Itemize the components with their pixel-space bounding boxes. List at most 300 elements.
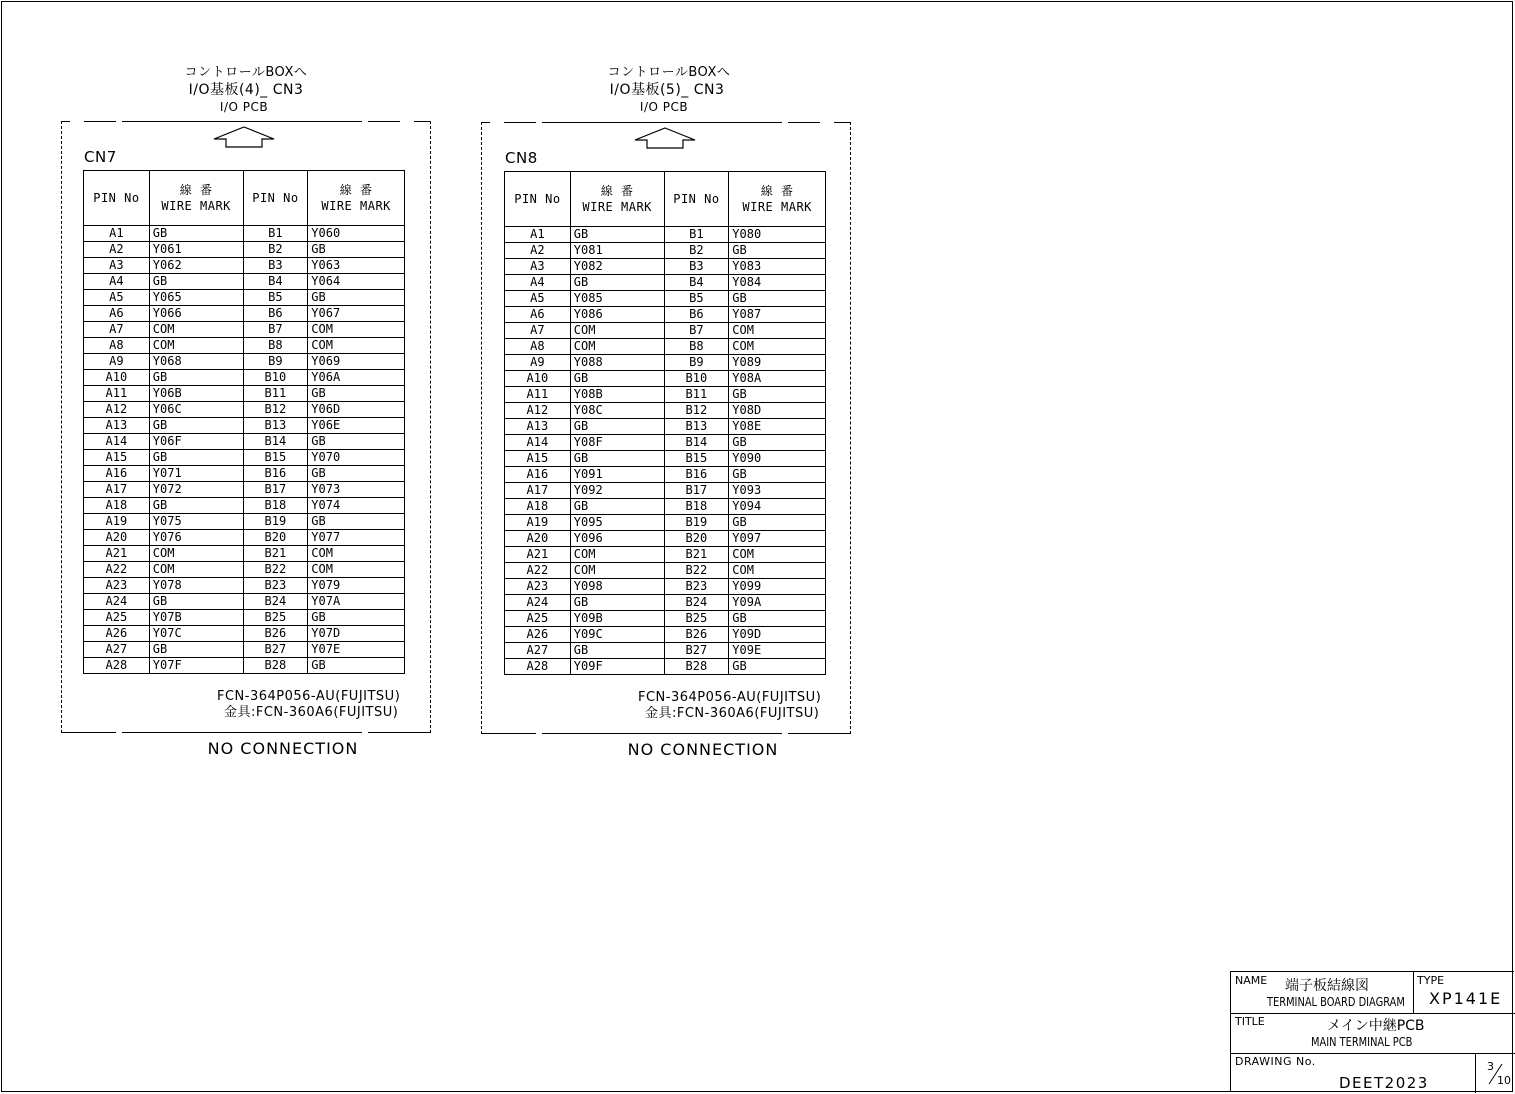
pin-a-cell: A8 bbox=[84, 338, 150, 354]
column-header-pin-a: PIN No bbox=[505, 172, 571, 227]
title-en: MAIN TERMINAL PCB bbox=[1311, 1035, 1413, 1049]
wire-mark-a-cell: Y098 bbox=[570, 579, 664, 595]
column-header-mark-jp: 線 番 bbox=[760, 184, 794, 198]
pin-a-cell: A26 bbox=[84, 626, 150, 642]
pin-a-cell: A18 bbox=[505, 499, 571, 515]
bracket-part-number: 金具:FCN-360A6(FUJITSU) bbox=[224, 705, 399, 720]
wire-mark-b-cell: Y060 bbox=[308, 226, 405, 242]
wire-mark-a-cell: COM bbox=[149, 546, 243, 562]
wire-mark-a-cell: Y08F bbox=[570, 435, 664, 451]
wire-mark-b-cell: Y079 bbox=[308, 578, 405, 594]
pin-a-cell: A2 bbox=[505, 243, 571, 259]
wire-mark-a-cell: COM bbox=[149, 338, 243, 354]
pin-a-cell: A14 bbox=[84, 434, 150, 450]
pin-a-cell: A26 bbox=[505, 627, 571, 643]
table-row bbox=[505, 307, 826, 323]
pin-b-cell: B8 bbox=[243, 338, 308, 354]
connector-header-line2: I/O基板(5)_ CN3 bbox=[609, 82, 725, 98]
wire-mark-a-cell: Y09B bbox=[570, 611, 664, 627]
pin-b-cell: B24 bbox=[664, 595, 729, 611]
wire-mark-b-cell: Y073 bbox=[308, 482, 405, 498]
pin-b-cell: B27 bbox=[664, 643, 729, 659]
pin-b-cell: B3 bbox=[243, 258, 308, 274]
wire-mark-b-cell: COM bbox=[308, 546, 405, 562]
connector-header-line1: コントロールBOXへ bbox=[607, 65, 731, 80]
pin-b-cell: B25 bbox=[664, 611, 729, 627]
wire-mark-a-cell: Y06B bbox=[149, 386, 243, 402]
wire-mark-a-cell: GB bbox=[149, 274, 243, 290]
wire-mark-b-cell: Y07E bbox=[308, 642, 405, 658]
pin-a-cell: A13 bbox=[505, 419, 571, 435]
table-row bbox=[84, 482, 405, 498]
wire-mark-a-cell: COM bbox=[149, 562, 243, 578]
pin-a-cell: A3 bbox=[505, 259, 571, 275]
pin-a-cell: A6 bbox=[505, 307, 571, 323]
wire-mark-a-cell: GB bbox=[149, 642, 243, 658]
table-row bbox=[84, 242, 405, 258]
table-row bbox=[84, 338, 405, 354]
pin-b-cell: B4 bbox=[664, 275, 729, 291]
wire-mark-b-cell: Y084 bbox=[729, 275, 826, 291]
wire-mark-b-cell: Y07A bbox=[308, 594, 405, 610]
wire-mark-a-cell: Y076 bbox=[149, 530, 243, 546]
wire-mark-a-cell: Y092 bbox=[570, 483, 664, 499]
table-row bbox=[505, 227, 826, 243]
wire-mark-a-cell: COM bbox=[149, 322, 243, 338]
wire-mark-a-cell: Y06C bbox=[149, 402, 243, 418]
wire-mark-b-cell: Y099 bbox=[729, 579, 826, 595]
table-row bbox=[505, 243, 826, 259]
sheet-total: 10 bbox=[1497, 1074, 1511, 1087]
bracket-part-number: 金具:FCN-360A6(FUJITSU) bbox=[645, 706, 820, 721]
table-row bbox=[84, 418, 405, 434]
pin-a-cell: A7 bbox=[84, 322, 150, 338]
column-header-mark-b bbox=[308, 171, 405, 226]
drawing-number-label: DRAWING No. bbox=[1235, 1055, 1316, 1068]
pin-b-cell: B12 bbox=[243, 402, 308, 418]
pin-a-cell: A9 bbox=[84, 354, 150, 370]
wire-mark-b-cell: Y089 bbox=[729, 355, 826, 371]
table-row bbox=[84, 546, 405, 562]
pin-b-cell: B18 bbox=[664, 499, 729, 515]
table-row bbox=[505, 371, 826, 387]
pin-a-cell: A13 bbox=[84, 418, 150, 434]
pin-b-cell: B25 bbox=[243, 610, 308, 626]
wire-mark-a-cell: GB bbox=[570, 643, 664, 659]
pin-b-cell: B13 bbox=[243, 418, 308, 434]
wire-mark-a-cell: Y085 bbox=[570, 291, 664, 307]
pin-a-cell: A9 bbox=[505, 355, 571, 371]
pin-b-cell: B21 bbox=[243, 546, 308, 562]
wire-mark-b-cell: GB bbox=[729, 387, 826, 403]
pin-b-cell: B13 bbox=[664, 419, 729, 435]
table-row bbox=[84, 658, 405, 674]
pin-b-cell: B11 bbox=[243, 386, 308, 402]
pin-a-cell: A14 bbox=[505, 435, 571, 451]
wire-mark-a-cell: GB bbox=[149, 594, 243, 610]
table-row bbox=[84, 642, 405, 658]
up-arrow-icon bbox=[633, 127, 697, 149]
table-row bbox=[84, 530, 405, 546]
pin-a-cell: A20 bbox=[84, 530, 150, 546]
wire-mark-a-cell: Y062 bbox=[149, 258, 243, 274]
wire-mark-b-cell: Y09E bbox=[729, 643, 826, 659]
table-row bbox=[505, 323, 826, 339]
wire-mark-b-cell: GB bbox=[729, 611, 826, 627]
table-row bbox=[84, 562, 405, 578]
pin-a-cell: A5 bbox=[505, 291, 571, 307]
pin-b-cell: B21 bbox=[664, 547, 729, 563]
table-row bbox=[505, 643, 826, 659]
wire-mark-a-cell: GB bbox=[149, 370, 243, 386]
wire-mark-b-cell: Y063 bbox=[308, 258, 405, 274]
wire-mark-a-cell: Y07F bbox=[149, 658, 243, 674]
table-row bbox=[84, 290, 405, 306]
wire-mark-a-cell: Y088 bbox=[570, 355, 664, 371]
wire-mark-b-cell: Y097 bbox=[729, 531, 826, 547]
pin-a-cell: A23 bbox=[84, 578, 150, 594]
pin-a-cell: A2 bbox=[84, 242, 150, 258]
up-arrow-icon bbox=[212, 126, 276, 148]
no-connection-label: NO CONNECTION bbox=[627, 740, 779, 759]
column-header-mark-jp: 線 番 bbox=[600, 184, 634, 198]
wire-mark-a-cell: Y08B bbox=[570, 387, 664, 403]
wire-mark-a-cell: GB bbox=[570, 499, 664, 515]
drawing-number-value: DEET2023 bbox=[1339, 1074, 1429, 1092]
wire-mark-b-cell: Y06D bbox=[308, 402, 405, 418]
wire-mark-a-cell: GB bbox=[570, 371, 664, 387]
drawing-name-jp: 端子板結線図 bbox=[1285, 978, 1369, 994]
pin-a-cell: A21 bbox=[84, 546, 150, 562]
wire-mark-a-cell: Y082 bbox=[570, 259, 664, 275]
wire-mark-b-cell: Y067 bbox=[308, 306, 405, 322]
column-header-mark-jp: 線 番 bbox=[179, 183, 213, 197]
table-row bbox=[505, 403, 826, 419]
column-header-mark-jp: 線 番 bbox=[339, 183, 373, 197]
pin-a-cell: A18 bbox=[84, 498, 150, 514]
wire-mark-b-cell: GB bbox=[308, 466, 405, 482]
pin-b-cell: B19 bbox=[664, 515, 729, 531]
wire-mark-b-cell: GB bbox=[729, 291, 826, 307]
pin-a-cell: A11 bbox=[84, 386, 150, 402]
drawing-name-en: TERMINAL BOARD DIAGRAM bbox=[1267, 995, 1405, 1009]
wire-mark-a-cell: GB bbox=[149, 418, 243, 434]
table-row bbox=[505, 275, 826, 291]
pin-b-cell: B26 bbox=[664, 627, 729, 643]
connector-name: CN7 bbox=[84, 148, 117, 166]
column-header-mark-b bbox=[729, 172, 826, 227]
pin-a-cell: A4 bbox=[505, 275, 571, 291]
wire-mark-a-cell: GB bbox=[570, 275, 664, 291]
pin-a-cell: A10 bbox=[84, 370, 150, 386]
pin-a-cell: A23 bbox=[505, 579, 571, 595]
wire-mark-a-cell: Y09F bbox=[570, 659, 664, 675]
pin-b-cell: B17 bbox=[664, 483, 729, 499]
table-row bbox=[84, 466, 405, 482]
wire-mark-a-cell: Y091 bbox=[570, 467, 664, 483]
wire-mark-b-cell: Y077 bbox=[308, 530, 405, 546]
pin-a-cell: A11 bbox=[505, 387, 571, 403]
table-row bbox=[505, 483, 826, 499]
column-header-pin-b: PIN No bbox=[664, 172, 729, 227]
pin-b-cell: B15 bbox=[664, 451, 729, 467]
wire-mark-a-cell: Y07C bbox=[149, 626, 243, 642]
pin-b-cell: B2 bbox=[664, 243, 729, 259]
wire-mark-b-cell: Y083 bbox=[729, 259, 826, 275]
wire-mark-b-cell: GB bbox=[729, 467, 826, 483]
table-row bbox=[84, 370, 405, 386]
pin-b-cell: B1 bbox=[243, 226, 308, 242]
table-row bbox=[505, 499, 826, 515]
column-header-mark-a bbox=[570, 172, 664, 227]
wire-mark-a-cell: Y075 bbox=[149, 514, 243, 530]
column-header-pin-a: PIN No bbox=[84, 171, 150, 226]
table-row bbox=[505, 563, 826, 579]
wire-mark-a-cell: Y072 bbox=[149, 482, 243, 498]
wire-mark-a-cell: Y07B bbox=[149, 610, 243, 626]
pin-b-cell: B8 bbox=[664, 339, 729, 355]
wire-mark-a-cell: Y078 bbox=[149, 578, 243, 594]
wire-mark-b-cell: COM bbox=[308, 322, 405, 338]
title-jp: メイン中継PCB bbox=[1327, 1018, 1425, 1034]
connector-header-line3: I/O PCB bbox=[639, 100, 689, 114]
pin-b-cell: B10 bbox=[243, 370, 308, 386]
wire-mark-b-cell: Y090 bbox=[729, 451, 826, 467]
wire-mark-b-cell: Y074 bbox=[308, 498, 405, 514]
column-header-mark-en: WIRE MARK bbox=[582, 200, 652, 214]
pin-a-cell: A27 bbox=[505, 643, 571, 659]
wire-mark-b-cell: COM bbox=[729, 339, 826, 355]
wire-mark-b-cell: Y087 bbox=[729, 307, 826, 323]
wire-mark-b-cell: Y07D bbox=[308, 626, 405, 642]
wire-mark-b-cell: Y080 bbox=[729, 227, 826, 243]
pin-b-cell: B27 bbox=[243, 642, 308, 658]
pin-a-cell: A28 bbox=[84, 658, 150, 674]
pin-a-cell: A22 bbox=[84, 562, 150, 578]
pin-b-cell: B11 bbox=[664, 387, 729, 403]
pin-a-cell: A17 bbox=[505, 483, 571, 499]
pin-b-cell: B9 bbox=[664, 355, 729, 371]
pin-b-cell: B5 bbox=[243, 290, 308, 306]
pin-a-cell: A1 bbox=[505, 227, 571, 243]
table-row bbox=[84, 434, 405, 450]
wire-mark-a-cell: Y071 bbox=[149, 466, 243, 482]
wire-mark-b-cell: GB bbox=[308, 242, 405, 258]
wire-mark-b-cell: GB bbox=[308, 658, 405, 674]
table-row bbox=[505, 291, 826, 307]
table-row bbox=[505, 419, 826, 435]
pin-a-cell: A12 bbox=[505, 403, 571, 419]
wire-mark-b-cell: COM bbox=[729, 563, 826, 579]
pin-a-cell: A19 bbox=[505, 515, 571, 531]
wire-mark-b-cell: GB bbox=[308, 434, 405, 450]
no-connection-label: NO CONNECTION bbox=[207, 739, 359, 758]
pin-a-cell: A22 bbox=[505, 563, 571, 579]
wire-mark-b-cell: COM bbox=[729, 323, 826, 339]
pin-a-cell: A21 bbox=[505, 547, 571, 563]
pin-a-cell: A3 bbox=[84, 258, 150, 274]
wire-mark-a-cell: COM bbox=[570, 323, 664, 339]
column-header-pin-b: PIN No bbox=[243, 171, 308, 226]
table-row bbox=[505, 627, 826, 643]
column-header-mark-en: WIRE MARK bbox=[321, 199, 391, 213]
pin-b-cell: B24 bbox=[243, 594, 308, 610]
pin-a-cell: A20 bbox=[505, 531, 571, 547]
pin-a-cell: A1 bbox=[84, 226, 150, 242]
wire-mark-b-cell: Y08E bbox=[729, 419, 826, 435]
wire-mark-b-cell: Y08A bbox=[729, 371, 826, 387]
wire-mark-a-cell: Y081 bbox=[570, 243, 664, 259]
pin-b-cell: B6 bbox=[664, 307, 729, 323]
table-row bbox=[84, 626, 405, 642]
pin-b-cell: B23 bbox=[243, 578, 308, 594]
pin-a-cell: A28 bbox=[505, 659, 571, 675]
wire-mark-a-cell: COM bbox=[570, 339, 664, 355]
table-row bbox=[505, 435, 826, 451]
table-row bbox=[84, 514, 405, 530]
pin-b-cell: B16 bbox=[243, 466, 308, 482]
pin-table bbox=[504, 171, 826, 675]
wire-mark-b-cell: GB bbox=[729, 435, 826, 451]
pin-a-cell: A24 bbox=[84, 594, 150, 610]
table-row bbox=[84, 594, 405, 610]
wire-mark-b-cell: GB bbox=[729, 659, 826, 675]
pin-b-cell: B26 bbox=[243, 626, 308, 642]
pin-b-cell: B3 bbox=[664, 259, 729, 275]
connector-name: CN8 bbox=[505, 149, 538, 167]
wire-mark-a-cell: Y095 bbox=[570, 515, 664, 531]
pin-b-cell: B20 bbox=[243, 530, 308, 546]
wire-mark-a-cell: Y09C bbox=[570, 627, 664, 643]
wire-mark-b-cell: Y06A bbox=[308, 370, 405, 386]
title-block bbox=[1230, 971, 1514, 1092]
table-row bbox=[505, 579, 826, 595]
pin-b-cell: B22 bbox=[664, 563, 729, 579]
pin-b-cell: B1 bbox=[664, 227, 729, 243]
table-row bbox=[84, 354, 405, 370]
wire-mark-b-cell: Y08D bbox=[729, 403, 826, 419]
table-row bbox=[84, 450, 405, 466]
pin-a-cell: A27 bbox=[84, 642, 150, 658]
table-row bbox=[84, 274, 405, 290]
wire-mark-b-cell: Y069 bbox=[308, 354, 405, 370]
wire-mark-a-cell: GB bbox=[149, 498, 243, 514]
pin-a-cell: A25 bbox=[84, 610, 150, 626]
pin-b-cell: B18 bbox=[243, 498, 308, 514]
pin-b-cell: B5 bbox=[664, 291, 729, 307]
pin-b-cell: B6 bbox=[243, 306, 308, 322]
pin-a-cell: A12 bbox=[84, 402, 150, 418]
table-row bbox=[505, 515, 826, 531]
wire-mark-b-cell: GB bbox=[308, 514, 405, 530]
pin-b-cell: B2 bbox=[243, 242, 308, 258]
wire-mark-b-cell: Y06E bbox=[308, 418, 405, 434]
type-value: XP141E bbox=[1429, 989, 1503, 1008]
table-row bbox=[505, 595, 826, 611]
pin-b-cell: B7 bbox=[243, 322, 308, 338]
wire-mark-a-cell: GB bbox=[149, 226, 243, 242]
table-row bbox=[84, 610, 405, 626]
table-row bbox=[505, 611, 826, 627]
pin-a-cell: A19 bbox=[84, 514, 150, 530]
wire-mark-b-cell: Y093 bbox=[729, 483, 826, 499]
sheet-number: 3 bbox=[1487, 1060, 1494, 1073]
name-label: NAME bbox=[1235, 974, 1268, 987]
table-row bbox=[505, 659, 826, 675]
wire-mark-b-cell: GB bbox=[308, 386, 405, 402]
connector-header-line2: I/O基板(4)_ CN3 bbox=[188, 82, 304, 98]
wire-mark-a-cell: Y096 bbox=[570, 531, 664, 547]
pin-a-cell: A25 bbox=[505, 611, 571, 627]
table-row bbox=[84, 226, 405, 242]
wire-mark-a-cell: Y066 bbox=[149, 306, 243, 322]
wire-mark-a-cell: Y086 bbox=[570, 307, 664, 323]
pin-b-cell: B9 bbox=[243, 354, 308, 370]
pin-a-cell: A5 bbox=[84, 290, 150, 306]
table-row bbox=[505, 531, 826, 547]
wire-mark-a-cell: GB bbox=[570, 419, 664, 435]
table-row bbox=[84, 578, 405, 594]
wire-mark-a-cell: Y061 bbox=[149, 242, 243, 258]
pin-b-cell: B14 bbox=[243, 434, 308, 450]
wire-mark-b-cell: COM bbox=[729, 547, 826, 563]
pin-b-cell: B14 bbox=[664, 435, 729, 451]
wire-mark-b-cell: Y094 bbox=[729, 499, 826, 515]
wire-mark-b-cell: COM bbox=[308, 562, 405, 578]
wire-mark-a-cell: Y06F bbox=[149, 434, 243, 450]
table-row bbox=[84, 258, 405, 274]
table-row bbox=[505, 259, 826, 275]
wire-mark-a-cell: COM bbox=[570, 563, 664, 579]
type-label: TYPE bbox=[1417, 974, 1445, 987]
pin-a-cell: A17 bbox=[84, 482, 150, 498]
column-header-mark-en: WIRE MARK bbox=[742, 200, 812, 214]
pin-b-cell: B16 bbox=[664, 467, 729, 483]
table-row bbox=[84, 498, 405, 514]
pin-a-cell: A7 bbox=[505, 323, 571, 339]
pin-b-cell: B28 bbox=[243, 658, 308, 674]
title-label: TITLE bbox=[1235, 1015, 1265, 1028]
wire-mark-a-cell: GB bbox=[570, 595, 664, 611]
part-number: FCN-364P056-AU(FUJITSU) bbox=[638, 690, 822, 705]
wire-mark-a-cell: GB bbox=[570, 451, 664, 467]
pin-a-cell: A15 bbox=[505, 451, 571, 467]
table-row bbox=[84, 402, 405, 418]
wire-mark-b-cell: GB bbox=[729, 243, 826, 259]
wire-mark-b-cell: GB bbox=[729, 515, 826, 531]
table-row bbox=[505, 355, 826, 371]
pin-b-cell: B4 bbox=[243, 274, 308, 290]
pin-a-cell: A8 bbox=[505, 339, 571, 355]
wire-mark-a-cell: GB bbox=[149, 450, 243, 466]
pin-a-cell: A24 bbox=[505, 595, 571, 611]
wire-mark-b-cell: GB bbox=[308, 290, 405, 306]
pin-b-cell: B12 bbox=[664, 403, 729, 419]
pin-b-cell: B22 bbox=[243, 562, 308, 578]
pin-a-cell: A16 bbox=[505, 467, 571, 483]
table-row bbox=[505, 467, 826, 483]
part-number: FCN-364P056-AU(FUJITSU) bbox=[217, 689, 401, 704]
pin-b-cell: B19 bbox=[243, 514, 308, 530]
pin-b-cell: B17 bbox=[243, 482, 308, 498]
pin-b-cell: B20 bbox=[664, 531, 729, 547]
wire-mark-a-cell: Y065 bbox=[149, 290, 243, 306]
pin-a-cell: A16 bbox=[84, 466, 150, 482]
table-row bbox=[505, 339, 826, 355]
table-row bbox=[84, 386, 405, 402]
wire-mark-b-cell: Y09D bbox=[729, 627, 826, 643]
pin-a-cell: A15 bbox=[84, 450, 150, 466]
